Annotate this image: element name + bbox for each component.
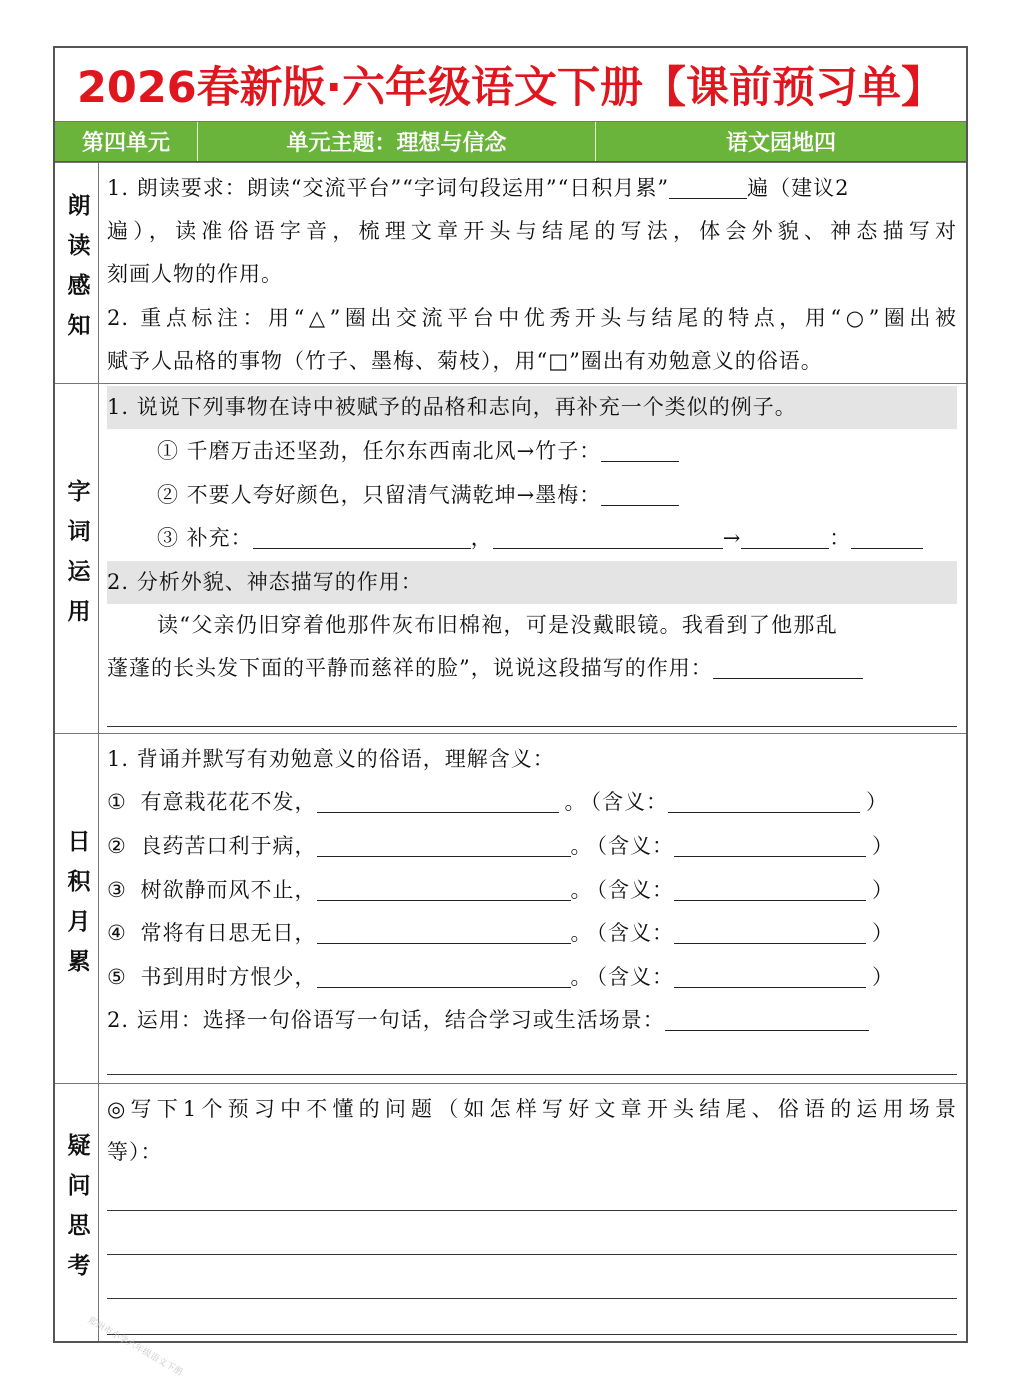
period: 。 xyxy=(570,878,593,902)
words-q1-c-text: ③ 补充： xyxy=(157,526,253,550)
section-label-daily xyxy=(55,734,99,1083)
proverb-text: 书到用时方恨少， xyxy=(140,965,317,989)
period: 。 xyxy=(570,921,593,945)
proverb-row xyxy=(107,781,957,824)
reading-item1-text-a: 1. 朗读要求：朗读“交流平台”“字词句段运用”“日积月累” xyxy=(107,176,670,200)
proverb-completion-blank[interactable] xyxy=(317,786,559,813)
meaning-label: （含义： xyxy=(590,790,669,814)
reading-item1-text-b: 遍（建议2 xyxy=(747,176,850,200)
section-label-text: 疑问思考 xyxy=(63,1132,90,1293)
watermark: 郑州市小学六年级语文下册 xyxy=(85,1315,185,1378)
words-q1-b xyxy=(107,474,957,517)
proverb-meaning-blank[interactable] xyxy=(674,874,866,901)
meaning-close: ） xyxy=(872,921,895,945)
header-bar xyxy=(55,122,966,162)
usage-sentence-blank[interactable] xyxy=(665,1004,869,1031)
daily-q2 xyxy=(107,999,957,1042)
description-answer-line[interactable] xyxy=(107,726,957,727)
section-label-text: 日积月累 xyxy=(63,828,90,989)
section-words xyxy=(55,383,966,733)
proverb-meaning-blank[interactable] xyxy=(674,961,866,988)
reading-item1-line1 xyxy=(107,167,957,210)
proverb-row xyxy=(107,956,957,999)
proverb-text: 常将有日思无日， xyxy=(140,921,317,945)
words-q1-a-text: ① 千磨万击还坚劲，任尔东西南北风→竹子： xyxy=(157,439,602,463)
proverb-number: ③ xyxy=(107,878,127,902)
proverb-completion-blank[interactable] xyxy=(317,917,571,944)
proverb-row xyxy=(107,825,957,868)
meaning-close: ） xyxy=(872,834,895,858)
section-label-question xyxy=(55,1084,99,1341)
period: 。 xyxy=(564,790,587,814)
proverb-completion-blank[interactable] xyxy=(317,961,571,988)
reading-item1-line3: 刻画人物的作用。 xyxy=(107,262,283,286)
words-q2-passage-b-text: 蓬蓬的长头发下面的平静而慈祥的脸”，说说这段描写的作用： xyxy=(107,656,713,680)
proverb-number: ① xyxy=(107,790,127,814)
proverb-meaning-blank[interactable] xyxy=(674,917,866,944)
usage-answer-line[interactable] xyxy=(107,1074,957,1075)
words-q1-c xyxy=(107,517,957,560)
proverb-row xyxy=(107,869,957,912)
reads-count-blank[interactable] xyxy=(669,172,747,199)
page-title: 2026春新版·六年级语文下册【课前预习单】 xyxy=(55,48,966,122)
proverb-meaning-blank[interactable] xyxy=(668,786,860,813)
reading-item2-line1: 2. 重点标注：用“△”圈出交流平台中优秀开头与结尾的特点，用“○”圈出被 xyxy=(107,306,957,330)
daily-q1: 1. 背诵并默写有劝勉意义的俗语，理解含义： xyxy=(107,747,555,771)
proverb-text: 良药苦口利于病， xyxy=(140,834,317,858)
proverb-text: 有意栽花花不发， xyxy=(140,790,317,814)
question-answer-line-4[interactable] xyxy=(107,1334,957,1335)
section-reading xyxy=(55,162,966,383)
comma: ， xyxy=(470,526,493,550)
supplement-quality-blank[interactable] xyxy=(851,522,923,549)
meaning-label: （含义： xyxy=(596,834,675,858)
proverb-number: ④ xyxy=(107,921,127,945)
meaning-close: ） xyxy=(872,878,895,902)
period: 。 xyxy=(570,965,593,989)
colon: ： xyxy=(829,526,852,550)
daily-content xyxy=(107,734,957,1083)
section-label-text: 朗读感知 xyxy=(63,193,90,353)
section-label-words xyxy=(55,384,99,733)
words-q1-b-text: ② 不要人夸好颜色，只留清气满乾坤→墨梅： xyxy=(157,483,602,507)
meaning-close: ） xyxy=(866,790,889,814)
words-content xyxy=(107,384,957,733)
daily-q2-text: 2. 运用：选择一句俗语写一句话，结合学习或生活场景： xyxy=(107,1008,665,1032)
reading-content xyxy=(107,163,957,383)
proverb-completion-blank[interactable] xyxy=(317,874,571,901)
header-lesson: 语文园地四 xyxy=(725,131,836,156)
words-q1-a xyxy=(107,430,957,473)
meaning-label: （含义： xyxy=(596,965,675,989)
meaning-label: （含义： xyxy=(596,921,675,945)
words-q2-passage-a: 读“父亲仍旧穿着他那件灰布旧棉袍，可是没戴眼镜。我看到了他那乱 xyxy=(157,613,839,637)
question-answer-line-1[interactable] xyxy=(107,1210,957,1211)
words-q2: 2. 分析外貌、神态描写的作用： xyxy=(107,561,957,604)
supplement-line2-blank[interactable] xyxy=(493,522,723,549)
proverb-completion-blank[interactable] xyxy=(317,830,571,857)
header-unit: 第四单元 xyxy=(55,122,198,161)
words-q1: 1. 说说下列事物在诗中被赋予的品格和志向，再补充一个类似的例子。 xyxy=(107,386,957,429)
plum-answer-blank[interactable] xyxy=(601,479,679,506)
proverb-number: ② xyxy=(107,834,127,858)
section-label-reading xyxy=(55,163,99,383)
header-theme: 单元主题：理想与信念 xyxy=(198,122,596,161)
reading-item1-line2: 遍），读准俗语字音，梳理文章开头与结尾的写法，体会外貌、神态描写对 xyxy=(107,219,957,243)
supplement-line1-blank[interactable] xyxy=(253,522,471,549)
proverb-number: ⑤ xyxy=(107,965,127,989)
question-content xyxy=(107,1084,957,1341)
bamboo-answer-blank[interactable] xyxy=(601,435,679,462)
proverb-meaning-blank[interactable] xyxy=(674,830,866,857)
question-text-a: ◎写下1个预习中不懂的问题（如怎样写好文章开头结尾、俗语的运用场景 xyxy=(107,1097,957,1121)
reading-item2-line2: 赋予人品格的事物（竹子、墨梅、菊枝），用“□”圈出有劝勉意义的俗语。 xyxy=(107,349,823,373)
supplement-thing-blank[interactable] xyxy=(741,522,829,549)
worksheet xyxy=(53,46,968,1343)
meaning-label: （含义： xyxy=(596,878,675,902)
proverb-text: 树欲静而风不止， xyxy=(140,878,317,902)
period: 。 xyxy=(570,834,593,858)
description-effect-blank[interactable] xyxy=(713,652,863,679)
question-answer-line-3[interactable] xyxy=(107,1298,957,1299)
words-q2-passage-b xyxy=(107,647,957,690)
section-question xyxy=(55,1083,966,1341)
arrow: → xyxy=(722,526,742,550)
section-label-text: 字词运用 xyxy=(63,478,90,639)
proverb-row xyxy=(107,912,957,955)
question-text-b: 等）： xyxy=(107,1140,163,1164)
meaning-close: ） xyxy=(872,965,895,989)
question-answer-line-2[interactable] xyxy=(107,1254,957,1255)
section-daily xyxy=(55,733,966,1083)
